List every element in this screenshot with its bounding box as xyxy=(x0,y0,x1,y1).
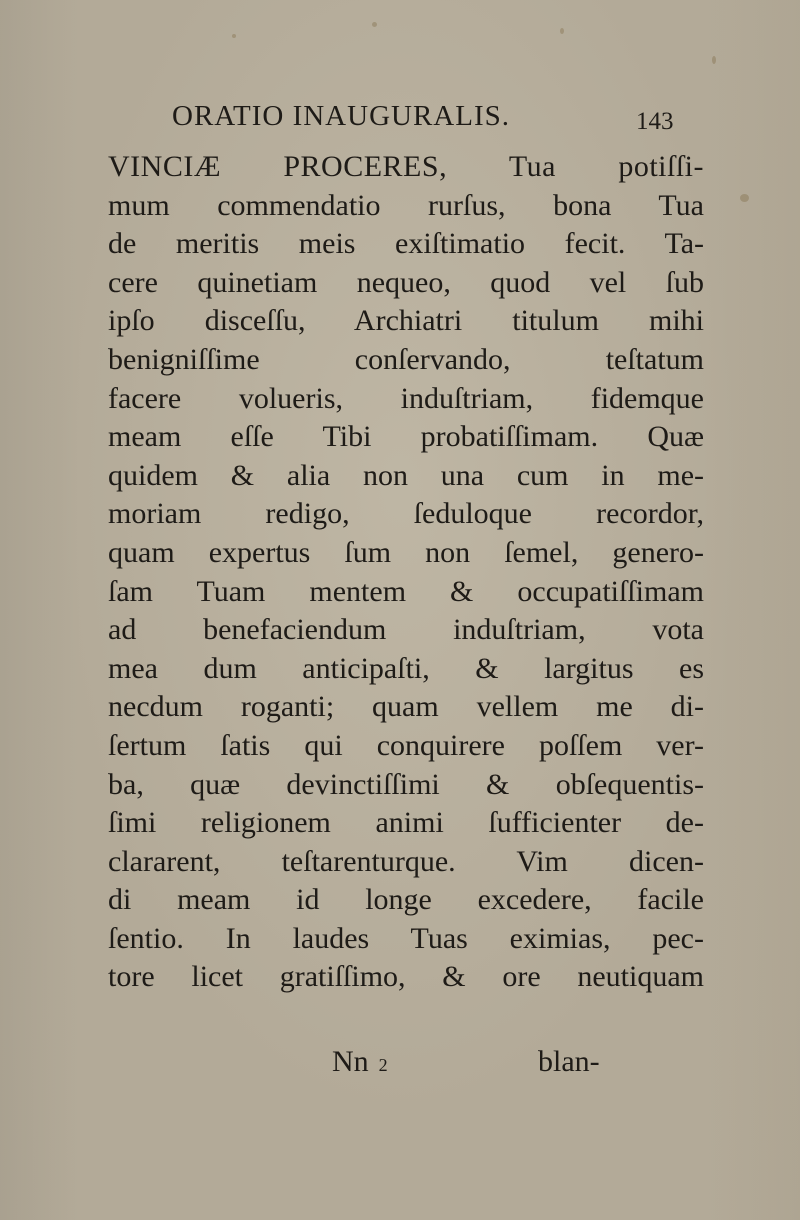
text-line: facere volueris, induſtriam, fidemque xyxy=(108,381,704,415)
text-line: mum commendatio rurſus, bona Tua xyxy=(108,188,704,222)
text-line: ipſo disceſſu, Archiatri titulum mihi xyxy=(108,304,704,338)
text-line: clararent, teſtarenturque. Vim dicen- xyxy=(108,844,704,878)
text-line: tore licet gratiſſimo, & ore neutiquam xyxy=(108,960,704,994)
signature-mark xyxy=(332,1042,388,1085)
text-line: meam eſſe Tibi probatiſſimam. Quæ xyxy=(108,420,704,454)
paper-speck xyxy=(372,22,377,27)
catchword: blan- xyxy=(538,1045,600,1078)
signature-letters: Nn xyxy=(332,1045,369,1078)
text-line: di meam id longe excedere, facile xyxy=(108,883,704,917)
text-line: ſam Tuam mentem & occupatiſſimam xyxy=(108,574,704,608)
text-line: benigniſſime conſervando, teſtatum xyxy=(108,342,704,376)
text-line: ſimi religionem animi ſufficienter de- xyxy=(108,806,704,840)
page-number: 143 xyxy=(636,108,674,135)
text-line: ſertum ſatis qui conquirere poſſem ver- xyxy=(108,728,704,762)
text-line: mea dum anticipaſti, & largitus es xyxy=(108,651,704,685)
paper-speck xyxy=(712,56,716,64)
body-text xyxy=(108,148,704,997)
text-line: de meritis meis exiſtimatio fecit. Ta- xyxy=(108,227,704,261)
running-title: ORATIO INAUGURALIS. xyxy=(172,100,510,132)
text-line: ad benefaciendum induſtriam, vota xyxy=(108,613,704,647)
text-line: quam expertus ſum non ſemel, genero- xyxy=(108,535,704,569)
paper-speck xyxy=(740,194,749,202)
text-line: ſentio. In laudes Tuas eximias, pec- xyxy=(108,921,704,955)
signature-number: 2 xyxy=(378,1055,388,1075)
paper-speck xyxy=(232,34,236,38)
paper-speck xyxy=(560,28,564,34)
text-line: ba, quæ devinctiſſimi & obſequentis- xyxy=(108,767,704,801)
text-line: cere quinetiam nequeo, quod vel ſub xyxy=(108,265,704,299)
text-line: moriam redigo, ſeduloque recordor, xyxy=(108,497,704,531)
running-head xyxy=(172,96,672,136)
text-line: VINCIÆ PROCERES, Tua potiſſi- xyxy=(108,150,704,183)
text-line: necdum roganti; quam vellem me di- xyxy=(108,690,704,724)
text-line: quidem & alia non una cum in me- xyxy=(108,458,704,492)
page-footer xyxy=(0,1042,800,1082)
